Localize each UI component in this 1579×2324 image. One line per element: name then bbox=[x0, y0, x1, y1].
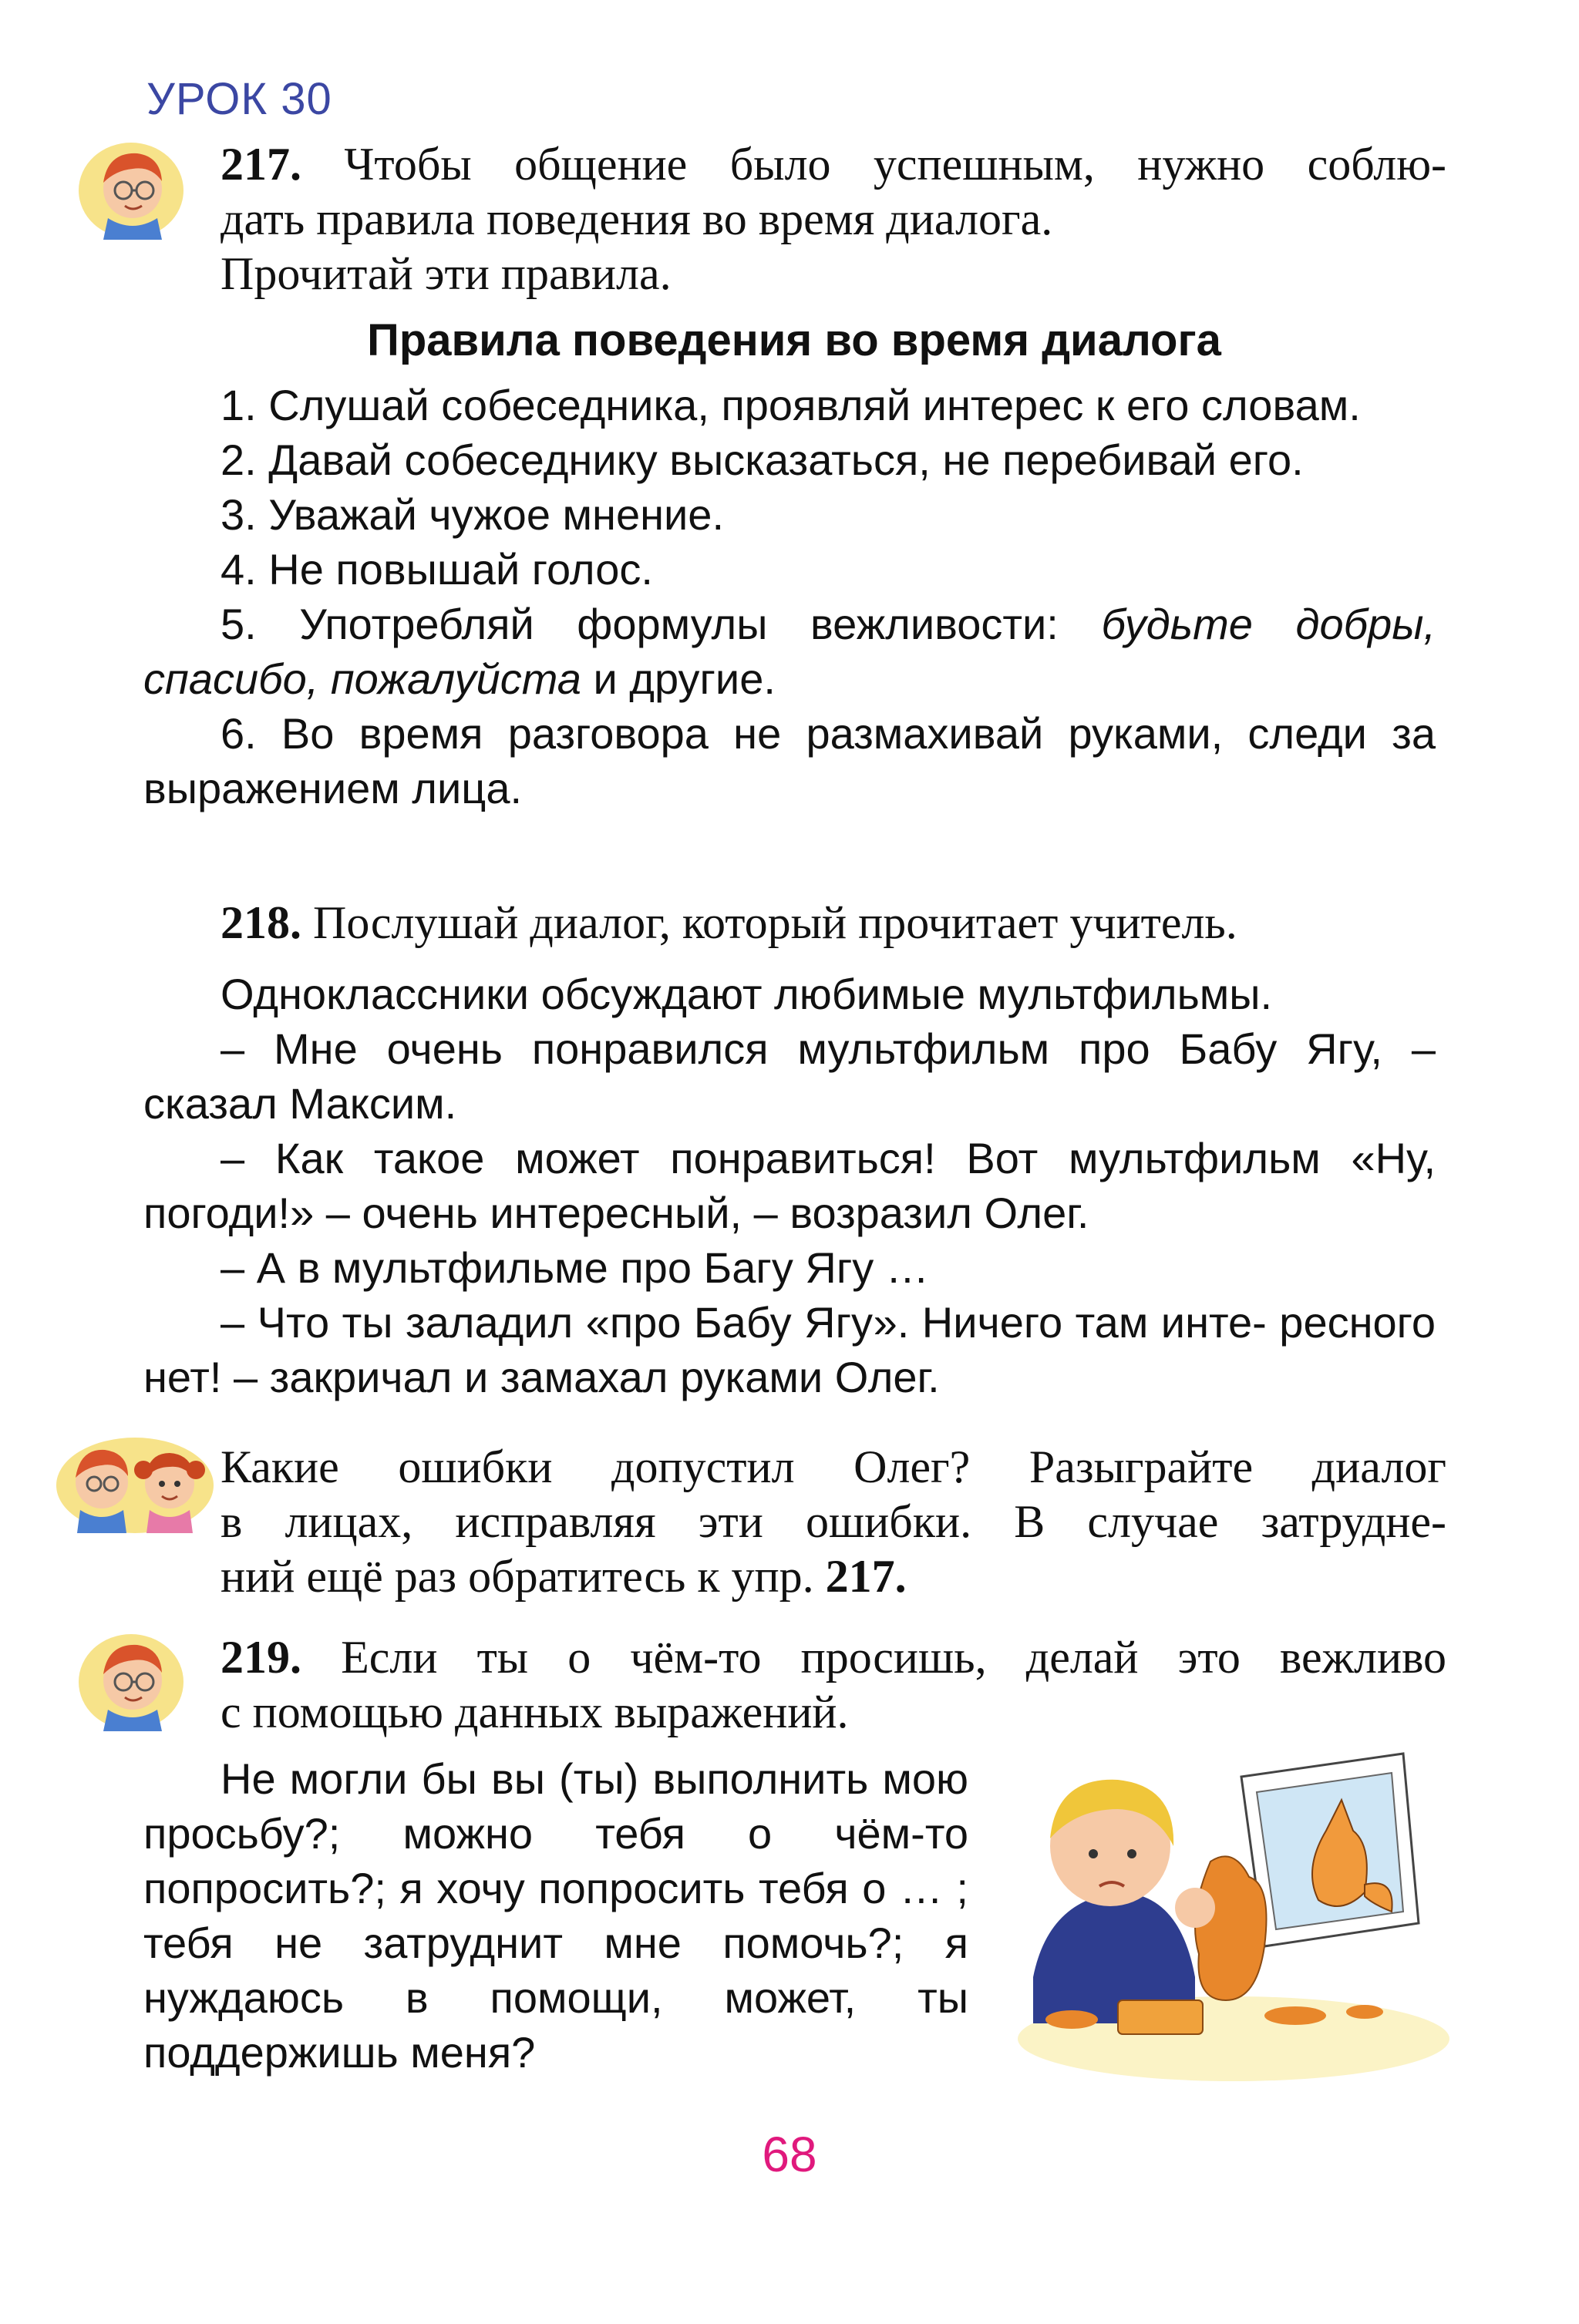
ex217-text-line2: дать правила поведения во время диалога. bbox=[221, 193, 1053, 244]
ex219-text-line2: с помощью данных выражений. bbox=[221, 1687, 849, 1737]
boy-and-girl-icon bbox=[54, 1430, 216, 1542]
polite-phrases bbox=[143, 1751, 968, 2080]
page-number: 68 bbox=[762, 2127, 817, 2182]
dialog-line-4: – Что ты заладил «про Бабу Ягу». Ничего там инте- ресного нет! – закричал и замахал руками Олег. bbox=[143, 1298, 1436, 1401]
rule-5-text: 5. Употребляй формулы вежливости: bbox=[221, 600, 1102, 648]
rule-1: 1. Слушай собеседника, проявляй интерес к его словам. bbox=[221, 381, 1361, 429]
dialog-intro: Одноклассники обсуждают любимые мультфильмы. bbox=[221, 970, 1273, 1018]
ex217-text-line1: Чтобы общение было успешным, нужно соблю- bbox=[344, 139, 1447, 190]
ex217-line1 bbox=[221, 137, 1446, 192]
rule-5 bbox=[143, 597, 1436, 706]
dialog-line-3: – А в мультфильме про Багу Ягу … bbox=[221, 1243, 929, 1292]
ex218-task-line3 bbox=[221, 1549, 907, 1604]
rule-2: 2. Давай собеседнику высказаться, не перебивай его. bbox=[221, 436, 1304, 484]
rules-heading: Правила поведения во время диалога bbox=[367, 315, 1221, 365]
rule-5-end: и другие. bbox=[581, 654, 776, 703]
polite-phrases-text: Не могли бы вы (ты) выполнить мою просьбу?; можно тебя о чём-то попросить?; я хочу попросить тебя о … ; тебя не затруднит мне помочь?; я нуждаюсь в помощи, может, ты поддержишь меня? bbox=[143, 1754, 968, 2077]
boy-sculpting-fox-illustration bbox=[1002, 1746, 1449, 2085]
ex217-text-line3: Прочитай эти правила. bbox=[221, 248, 672, 299]
ex218-instruction-line bbox=[221, 896, 1237, 950]
rule-4: 4. Не повышай голос. bbox=[221, 545, 653, 594]
exercise-number-218: 218. bbox=[221, 897, 301, 948]
ex219-text-line1: Если ты о чём-то просишь, делай это вежливо bbox=[341, 1632, 1447, 1683]
ex219-line1 bbox=[221, 1630, 1446, 1685]
exercise-number-219: 219. bbox=[221, 1632, 301, 1683]
dialog-line-1: – Мне очень понравился мультфильм про Бабу Ягу, – сказал Максим. bbox=[143, 1024, 1436, 1128]
ex218-task-line3-text: ний ещё раз обратитесь к упр. bbox=[221, 1551, 826, 1602]
rules-list bbox=[143, 378, 1436, 816]
rule-3: 3. Уважай чужое мнение. bbox=[221, 490, 724, 539]
ex218-instruction: Послушай диалог, который прочитает учитель. bbox=[313, 897, 1237, 948]
dialog-text bbox=[143, 967, 1436, 1404]
exercise-number-217: 217. bbox=[221, 139, 301, 190]
exercise-reference: 217. bbox=[825, 1551, 907, 1602]
boy-with-glasses-icon bbox=[77, 135, 185, 247]
ex218-task-line1: Какие ошибки допустил Олег? Разыграйте диалог bbox=[221, 1441, 1446, 1492]
rule-5-italic: будьте добры, спасибо, пожалуйста bbox=[143, 600, 1436, 703]
ex218-task-line2: в лицах, исправляя эти ошибки. В случае затрудне- bbox=[221, 1496, 1446, 1547]
lesson-title: УРОК 30 bbox=[146, 74, 332, 124]
boy-with-glasses-icon bbox=[77, 1626, 185, 1738]
dialog-line-2: – Как такое может понравиться! Вот мультфильм «Ну, погоди!» – очень интересный, – возразил Олег. bbox=[143, 1134, 1436, 1237]
rule-6: 6. Во время разговора не размахивай руками, следи за выражением лица. bbox=[143, 709, 1436, 812]
